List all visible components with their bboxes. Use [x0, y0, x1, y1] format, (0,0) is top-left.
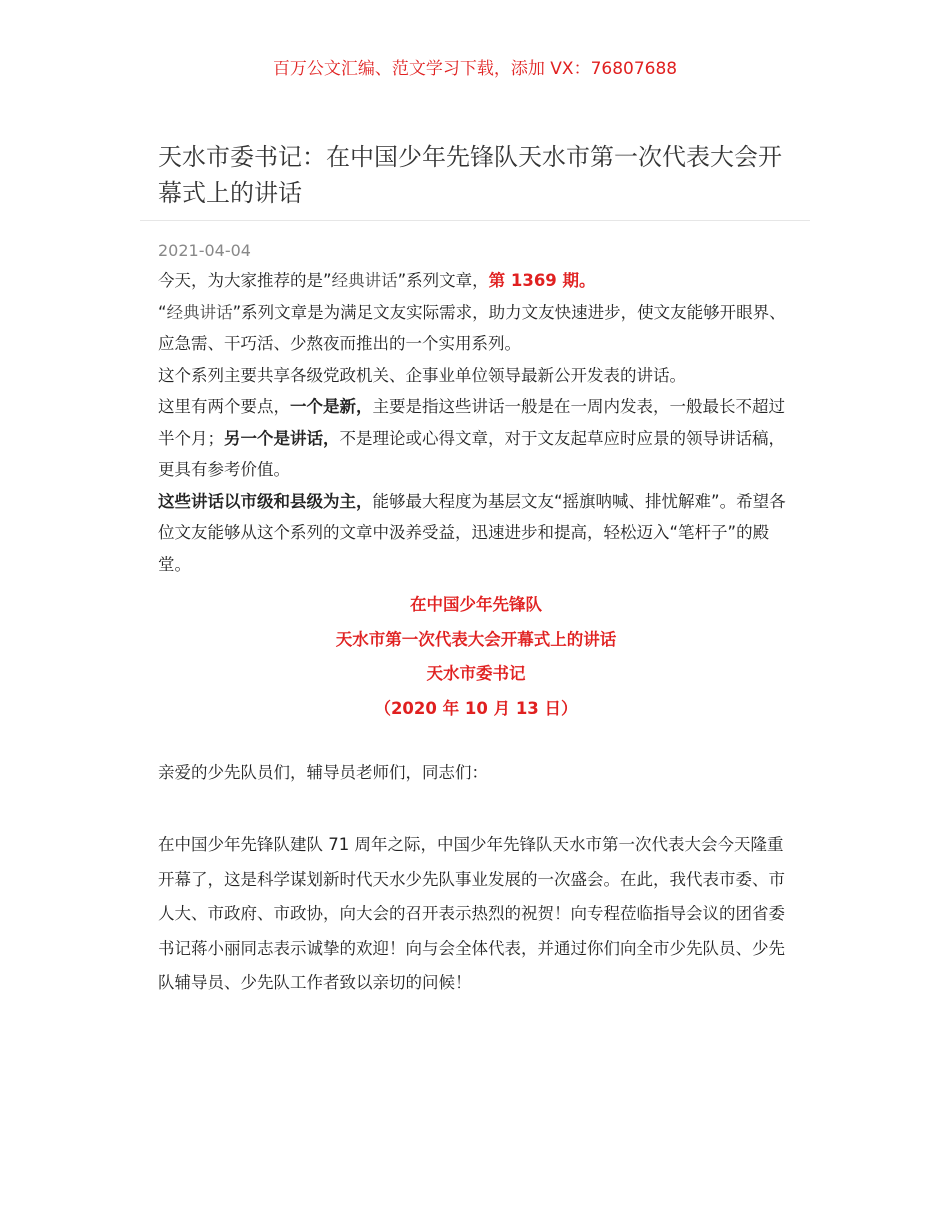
speech-heading-line-1: 在中国少年先锋队 — [410, 595, 542, 614]
series-intro — [158, 265, 794, 580]
speech-heading-line-3: 天水市委书记 — [426, 664, 526, 683]
intro-paragraph-1 — [158, 265, 794, 297]
speech-body-paragraph: 在中国少年先锋队建队 71 周年之际，中国少年先锋队天水市第一次代表大会今天隆重开幕了，这是科学谋划新时代天水少先队事业发展的一次盛会。在此，我代表市委、市人大、市政府、市政协，向大会的召开表示热烈的祝贺！向专程莅临指导会议的团省委书记蒋小丽同志表示诚挚的欢迎！向与会全体代表，并通过你们向全市少先队员、少先队辅导员、少先队工作者致以亲切的问候！ — [158, 835, 785, 993]
focus-statement: 这些讲话以市级和县级为主， — [158, 491, 373, 511]
series-name-2: 经典讲话 — [166, 302, 233, 322]
issue-number: 第 1369 期。 — [488, 271, 596, 290]
publish-date: 2021-04-04 — [158, 241, 251, 260]
speech-greeting: 亲爱的少先队员们，辅导员老师们，同志们： — [158, 763, 488, 782]
point-two: 另一个是讲话， — [224, 428, 340, 448]
intro-p1-prefix: 今天，为大家推荐的是” — [158, 271, 332, 290]
intro-p4-e: 不是理论或心得文章，对于文友起草应时应景的领导讲话稿，更具有参考价值。 — [158, 428, 785, 479]
point-one: 一个是新， — [290, 397, 373, 416]
speech-heading-date: （2020 年 10 月 13 日） — [374, 698, 578, 718]
speech-heading-line-2: 天水市第一次代表大会开幕式上的讲话 — [335, 629, 617, 649]
intro-p1-middle: ”系列文章， — [397, 271, 489, 290]
speech-heading — [158, 588, 794, 726]
intro-p4-c: 主要是指这些讲话一般是在一周内发表，一般最长不超过半个月； — [158, 397, 785, 448]
intro-p2-rest: ”系列文章是为满足文友实际需求，助力文友快速进步，使文友能够开眼界、应急需、干巧活、少熬夜而推出的一个实用系列。 — [158, 302, 786, 353]
intro-p4-a: 这里有两个要点， — [158, 397, 290, 416]
intro-paragraph-5 — [158, 486, 794, 581]
intro-p5-b: 能够最大程度为基层文友“摇旗呐喊、排忧解难”。希望各位文友能够从这个系列的文章中汲养受益，迅速进步和提高，轻松迈入“笔杆子”的殿堂。 — [158, 491, 786, 574]
title-divider — [140, 220, 810, 221]
intro-paragraph-3: 这个系列主要共享各级党政机关、企事业单位领导最新公开发表的讲话。 — [158, 365, 686, 385]
promo-banner: 百万公文汇编、范文学习下载，添加 VX：76807688 — [272, 59, 678, 79]
article-title: 天水市委书记：在中国少年先锋队天水市第一次代表大会开幕式上的讲话 — [158, 143, 782, 207]
intro-paragraph-4 — [158, 391, 794, 486]
series-name: 经典讲话 — [331, 271, 398, 290]
intro-p2-open: “ — [158, 302, 167, 322]
intro-paragraph-2 — [158, 297, 794, 360]
